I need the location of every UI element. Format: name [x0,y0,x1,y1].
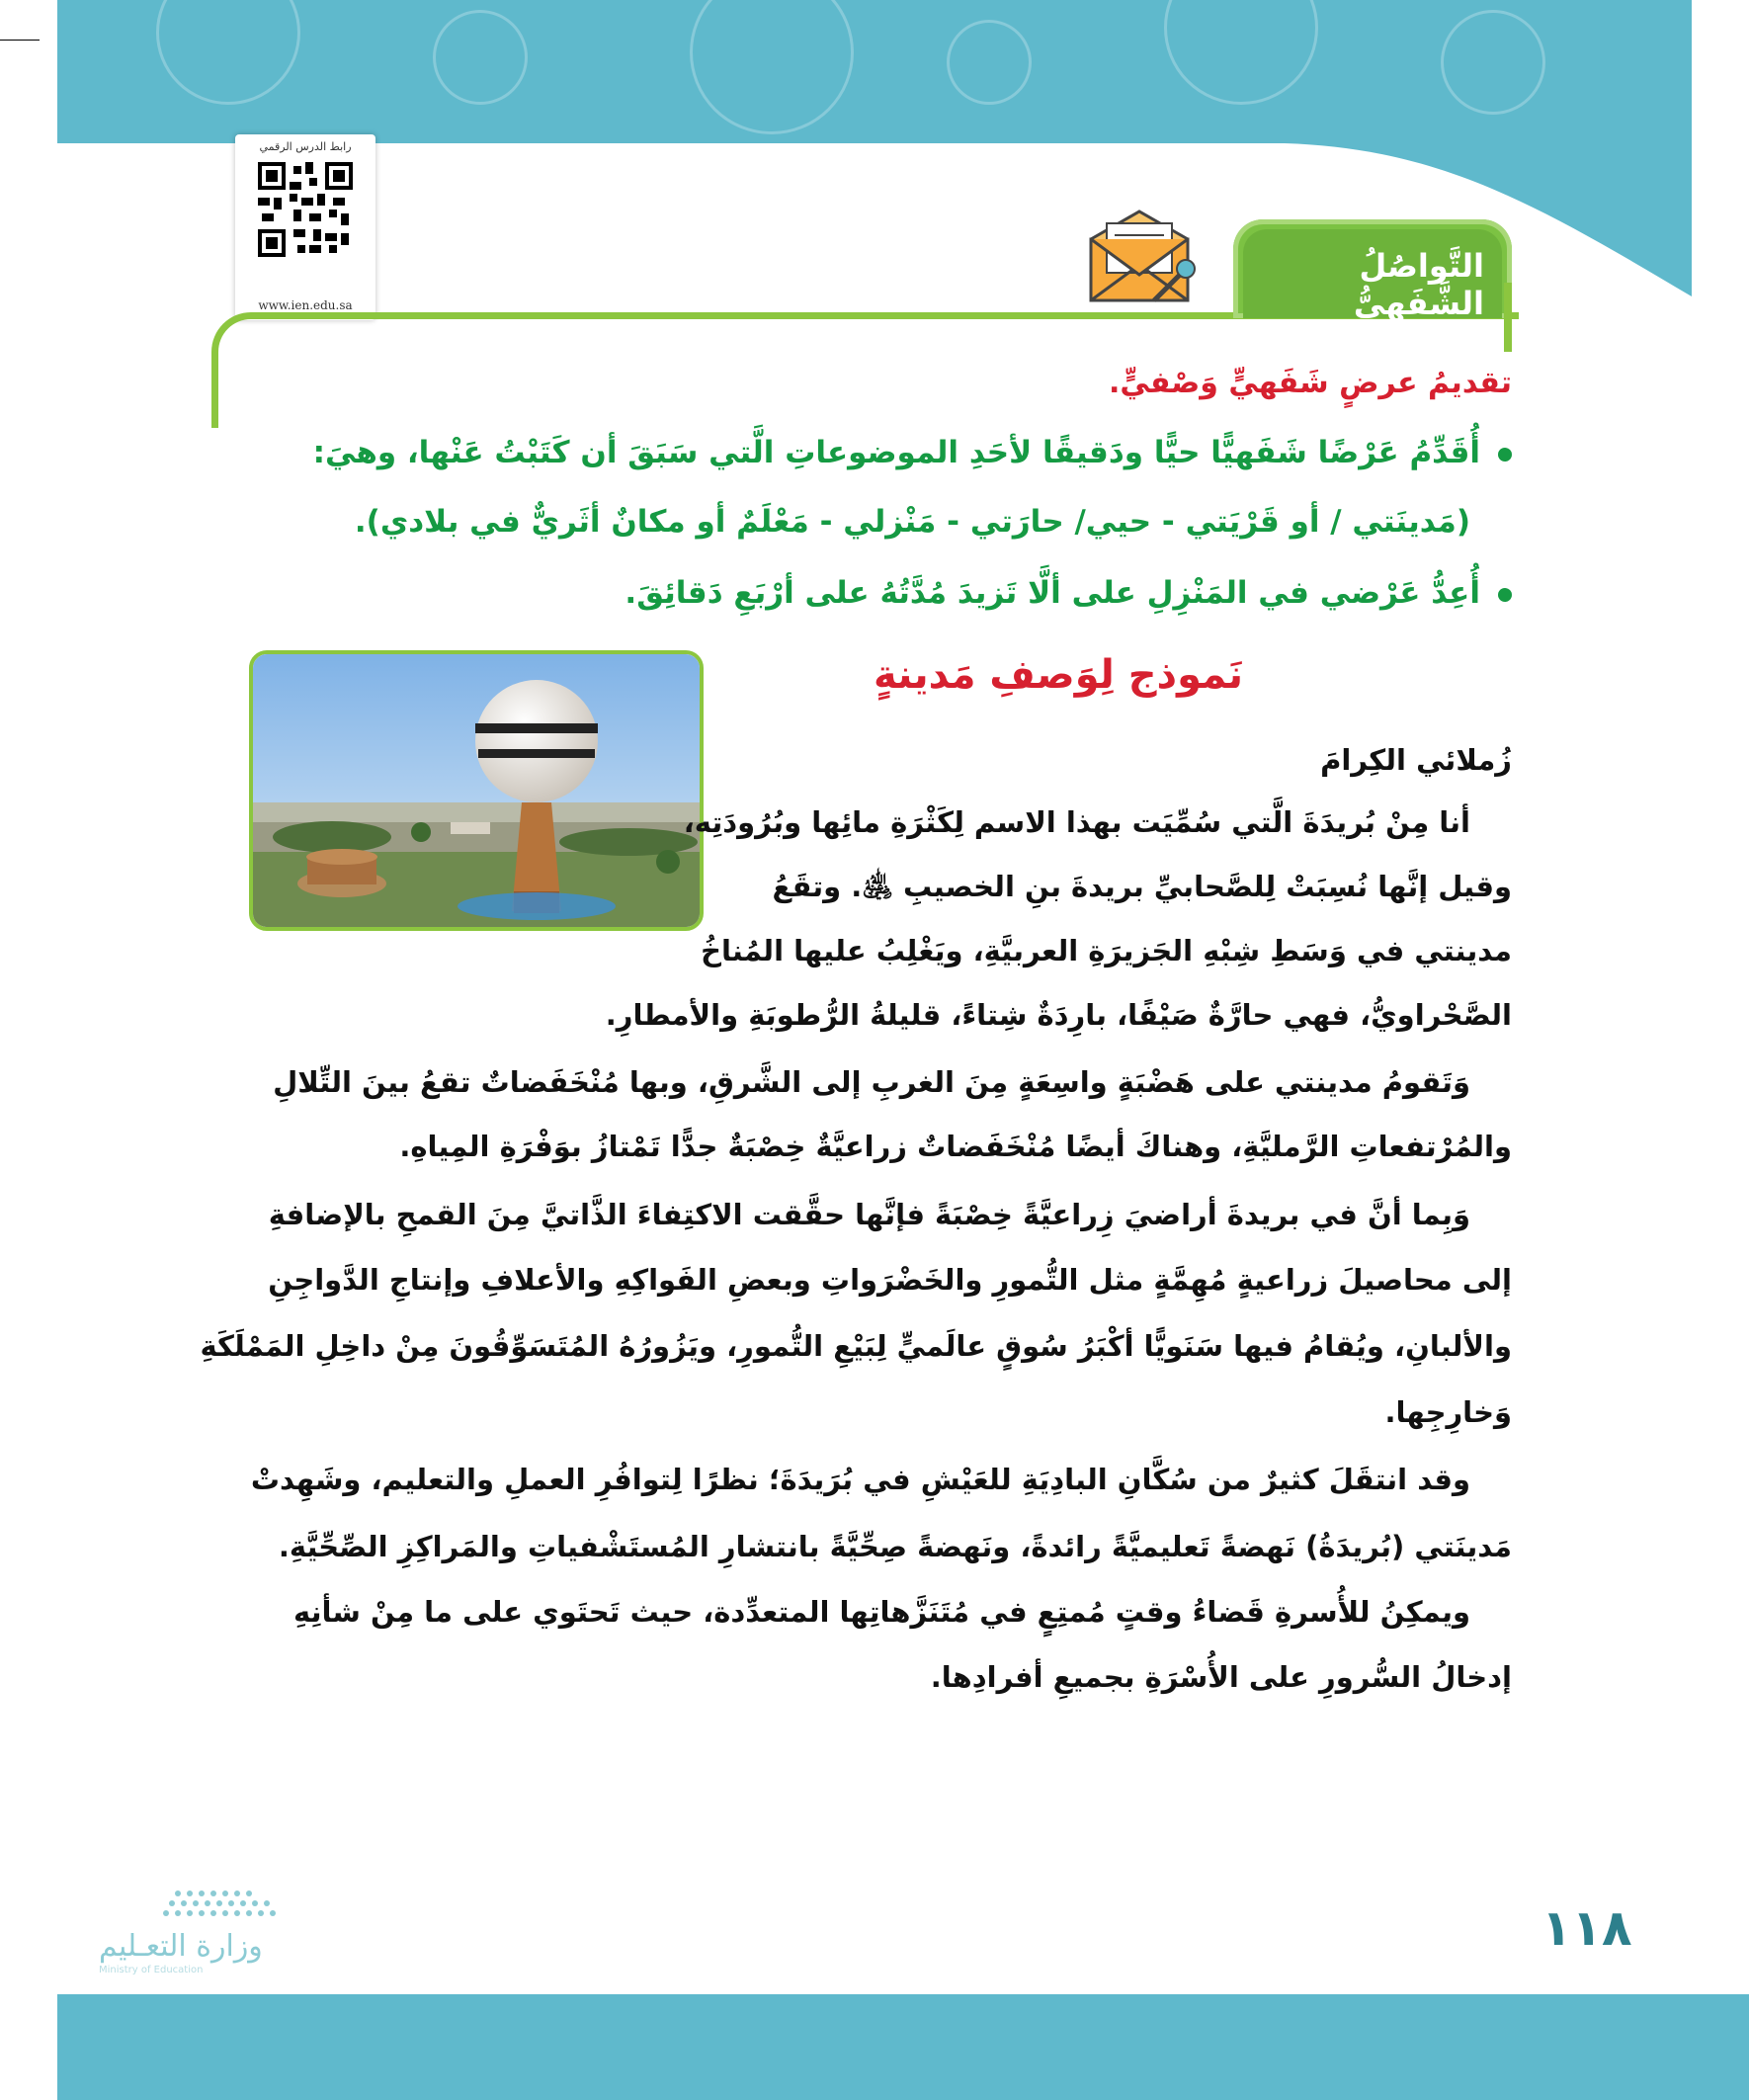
paragraph-line: الصَّحْراويُّ، فهي حارَّةٌ صَيْفًا، بارِدَةٌ شِتاءً، قليلةُ الرُّطوبَةِ والأمطارِ. [605,998,1512,1032]
qr-code-card[interactable] [235,134,375,320]
paragraph-line: وَخارِجِها. [1384,1395,1512,1429]
paragraph-line: ويمكِنُ للأُسرةِ قَضاءُ وقتٍ مُمتِعٍ في مُتَنَزَّهاتِها المتعدِّدة، حيث تَحتَوي على ما مِنْ شأنِهِ [293,1595,1470,1629]
paragraph-line: مَدينَتي (بُريدَةُ) نَهضةً تَعليميَّةً رائدةً، ونَهضةً صِحِّيَّةً بانتشارِ المُستَشْفياتِ والمَراكِزِ الصِّحِّيَّةِ. [278,1530,1512,1563]
bullet-dot [1498,588,1512,602]
section-title: التَّواصُلُ الشَّفَهيُّ [1353,247,1484,322]
paragraph-line: وقد انتقَلَ كثيرٌ من سُكَّانِ البادِيَةِ للعَيْشِ في بُرَيدَةَ؛ نظرًا لِتوافُرِ العملِ والتعليم، وشَهِدتْ [250,1463,1470,1496]
envelope-microphone-icon [1085,210,1204,308]
paragraph-line: إدخالُ السُّرورِ على الأُسْرَةِ بجميعِ أفرادِها. [930,1660,1512,1694]
ministry-logo-icon [99,1886,336,1925]
task-bullet [625,575,1512,611]
qr-code-icon[interactable] [258,162,353,257]
bullet-text: أُقَدِّمُ عَرْضًا شَفَهيًّا حيًّا ودَقيقًا لأحَدِ الموضوعاتِ الَّتي سَبَقَ أن كَتَبْتُ عَنْها، وهيَ: [312,435,1480,470]
bullet-text: أُعِدُّ عَرْضي في المَنْزِلِ على ألَّا تَزيدَ مُدَّتُهُ على أرْبَعِ دَقائِقَ. [625,575,1480,611]
paragraph-line: وَبِما أنَّ في بريدةَ أراضيَ زِراعيَّةً خِصْبَةً فإنَّها حقَّقت الاكتِفاءَ الذَّاتيَّ مِنَ القمحِ بالإضافةِ [268,1198,1470,1231]
paragraph-line: والألبانِ، ويُقامُ فيها سَنَويًّا أكْبَرُ سُوقٍ عالَميٍّ لِبَيْعِ التُّمورِ، ويَزُورُهُ المُتَسَوِّقُونَ مِنْ داخِلِ المَمْلَكَةِ [200,1329,1512,1363]
paragraph-line: مدينتي في وَسَطِ شِبْهِ الجَزيرَةِ العربيَّةِ، ويَغْلِبُ عليها المُناخُ [701,934,1512,967]
section-frame-right [1504,283,1512,352]
paragraph-line: وقيل إنَّها نُسِبَتْ لِلصَّحابيِّ بريدةَ بنِ الخصيبِ ﵁. وتقَعُ [772,870,1512,903]
paragraph-line: إلى محاصيلَ زراعيةٍ مُهِمَّةٍ مثل التُّمورِ والخَضْرَواتِ وبعضِ الفَواكِهِ والأعلافِ وإنتاجِ الدَّواجِنِ [268,1263,1512,1297]
paragraph-line: وَتَقومُ مدينتي على هَضْبَةٍ واسِعَةٍ مِنَ الغربِ إلى الشَّرقِ، وبها مُنْخَفَضاتٌ تقعُ بينَ التِّلالِ [273,1065,1470,1099]
footer-bar [57,1994,1749,2100]
task-subtitle: تقديمُ عرضٍ شَفَهيٍّ وَصْفيٍّ. [1108,366,1512,400]
task-bullet-continuation: (مَدينَتي / أو قَرْيَتي - حيي/ حارَتي - مَنْزلي - مَعْلَمٌ أو مكانٌ أثَريٌّ في بلادي). [354,504,1470,540]
paragraph-line: أنا مِنْ بُريدَةَ الَّتي سُمِّيَت بهذا الاسم لِكَثْرَةِ مائِها وبُرُودَتِه، [683,805,1470,839]
task-bullet [313,435,1512,470]
water-tower-illustration [253,654,700,927]
page-number: ١١٨ [1541,1899,1632,1957]
qr-caption: رابط الدرس الرقمي [259,140,352,153]
ministry-name: وزارة التعـليم [99,1929,263,1964]
sample-title: نَموذج لِوَصفِ مَدينةٍ [874,652,1243,698]
ministry-subtitle: Ministry of Education [99,1965,204,1975]
section-header-tab [1233,219,1512,322]
city-photo [249,650,704,931]
bullet-dot [1498,448,1512,462]
paragraph-line: والمُرْتفعاتِ الرَّمليَّةِ، وهناكَ أيضًا مُنْخَفَضاتٌ زراعيَّةٌ خِصْبَةٌ جدًّا تَمْتازُ بوَفْرَةِ المِياهِ. [399,1130,1512,1163]
sample-greeting: زُملائي الكِرامَ [1320,743,1512,777]
qr-url[interactable]: www.ien.edu.sa [258,298,353,312]
